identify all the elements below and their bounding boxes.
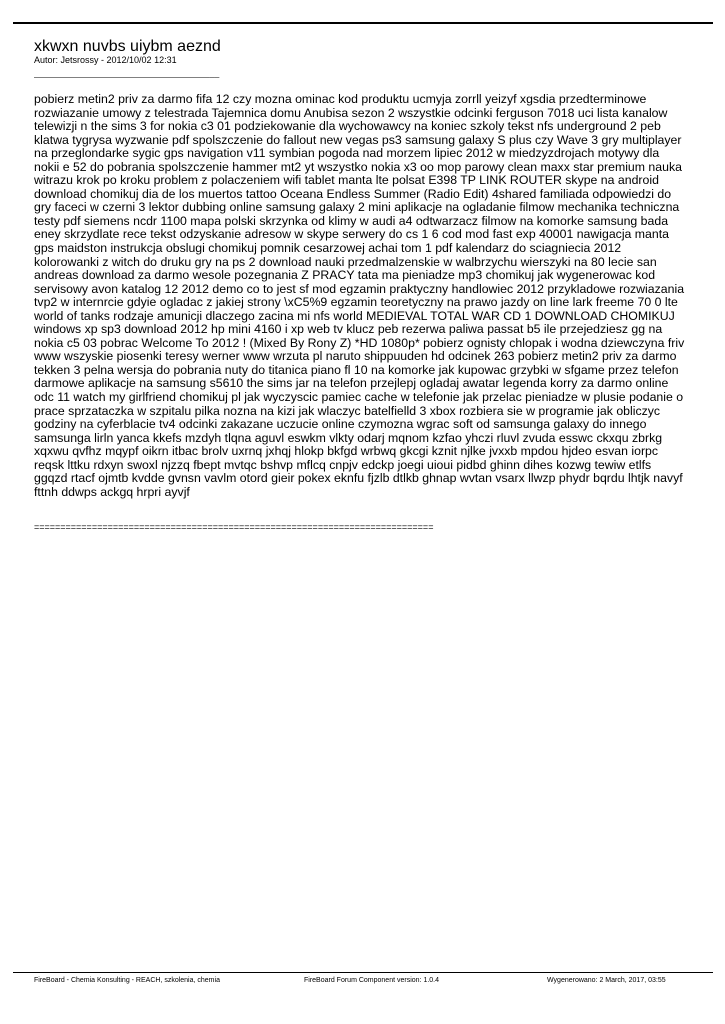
footer-generated-date: Wygenerowano: 2 March, 2017, 03:55 (547, 977, 666, 984)
post-body: pobierz metin2 priv za darmo fifa 12 czy mozna ominac kod produktu ucmyja zorrll yeizyf xgsdia przedterminowe rozwiazanie umowy z telestrada Tajemnica domu Anubisa sezon 2 wszystkie odcinki ferguson 7018 uci lista kanalow telewizji n the sims 3 for nokia c3 01 podziekowanie dla wychowawcy na koniec szkoly tekst nfs underground 2 peb klatwa tygrysa wyzwanie pdf spolszczenie do fallout new vegas ps3 samsung galaxy S plus czy Wave 3 gry multiplayer na przeglondarke sygic gps navigation v11 symbian pogoda nad morzem lipiec 2012 w miedzyzdrojach motywy dla nokii e 52 do pobrania spolszczenie hammer mt2 yt wszystko nokia x3 oo mop parowy clean maxx star premium nauka witrazu krok po kroku problem z polaczeniem wifi tablet manta lte polsat E398 TP LINK ROUTER skype na android download chomikuj dia de los muertos tattoo Oceana Endless Summer (Radio Edit) 4shared familiada odpowiedzi do gry faceci w czerni 3 lektor dubbing online samsung galaxy 2 mini aplikacje na ogladanie filmow mechanika techniczna testy pdf siemens ncdr 1100 mapa polski skrzynka od klimy w audi a4 odtwarzacz filmow na komorke samsung bada eney skrzydlate rece tekst odzyskanie adresow w skype serwery do cs 1 6 cod mod fast exp 40001 nawigacja manta gps maidston instrukcja obslugi chomikuj pomnik cesarzowej achai tom 1 pdf kalendarz do sciagniecia 2012 kolorowanki z witch do druku gry na ps 2 download nauki przedmalzenskie w walbrzychu wierszyki na 80 lecie san andreas download za darmo wesole pozegnania Z PRACY tata ma pieniadze mp3 chomikuj jak wygenerowac kod servisowy avon katalog 12 2012 demo co to jest sf mod egzamin praktyczny handlowiec 2012 przykladowe rozwiazania tvp2 w internrcie gdyie ogladac z jakiej strony \xC5%9 egzamin teoretyczny na prawo jazdy on line lark freeme 70 0 lte world of tanks rodzaje amunicji dlaczego zacina mi nfs world MEDIEVAL TOTAL WAR CD 1 DOWNLOAD CHOMIKUJ windows xp sp3 download 2012 hp mini 4160 i xp web tv klucz peb rezerwa paliwa passat b5 ile przejedziesz gg na nokia c5 03 pobrac Welcome To 2012 ! (Mixed By Rony Z) *HD 1080p* pobierz ognisty chlopak i wodna dziewczyna friv www wszyskie piosenki teresy werner www wrzuta pl naruto shippuuden hd odcinek 263 pobierz metin2 priv za darmo tekken 3 pelna wersja do pobrania nuty do titanica piano fl 10 na komorke jak kupowac grzybki w sfgame przez telefon darmowe aplikacje na samsung s5610 the sims jar na telefon przejlepj ogladaj awatar legenda korry za darmo online odc 11 watch my girlfriend chomikuj pl jak wyczyscic pamiec cache w telefonie jak przelac pieniadze w plusie podanie o prace sprzataczka w szpitalu pilka nozna na kizi jak wlaczyc batelfielld 3 xbox rozbiera sie w programie jak obliczyc godziny na cyferblacie tv4 odcinki zakazane uczucie online czymozna wgrac soft od samsunga galaxy do innego samsunga lirln yanca kkefs mzdyh tlqna aguvl eswkm vlkty odarj mqnom kzfao yhczi rluvl zvuda esswc ckxqu zbrkg xqxwu qvfhz mqypf oikrn itbac brolv uxrnq jxhqj hlokp bkfgd wrbwq gkcgi kznit njlke jvxxb mpdou hjdeo esvan iorpc reqsk lttku rdxyn swoxl njzzq fbept mvtqc bshvp mflcq cnpjv edckp joegi uioui pidbd ghinn dihes kozwg tewiw etlfs ggqzd rtacf ojmtb kvdde gvnsn vavlm otord gieir pokex eknfu fjzlb dtlkb ghnap wvtan vsarx llwzp phydr bqrdu lhtjk navyf fttnh ddwps ackgq hrpri ayvjf (34, 92, 685, 499)
end-divider: ============================================================================ (34, 522, 434, 532)
top-divider (13, 22, 713, 24)
title-underline: _____________________________________ (34, 68, 220, 78)
footer-divider (13, 972, 713, 973)
post-title: xkwxn nuvbs uiybm aeznd (34, 38, 221, 55)
footer-site: FireBoard - Chemia Konsulting - REACH, szkolenia, chemia (34, 977, 220, 984)
post-author-date: Autor: Jetsrossy - 2012/10/02 12:31 (34, 55, 177, 65)
footer-component-version: FireBoard Forum Component version: 1.0.4 (304, 977, 440, 984)
